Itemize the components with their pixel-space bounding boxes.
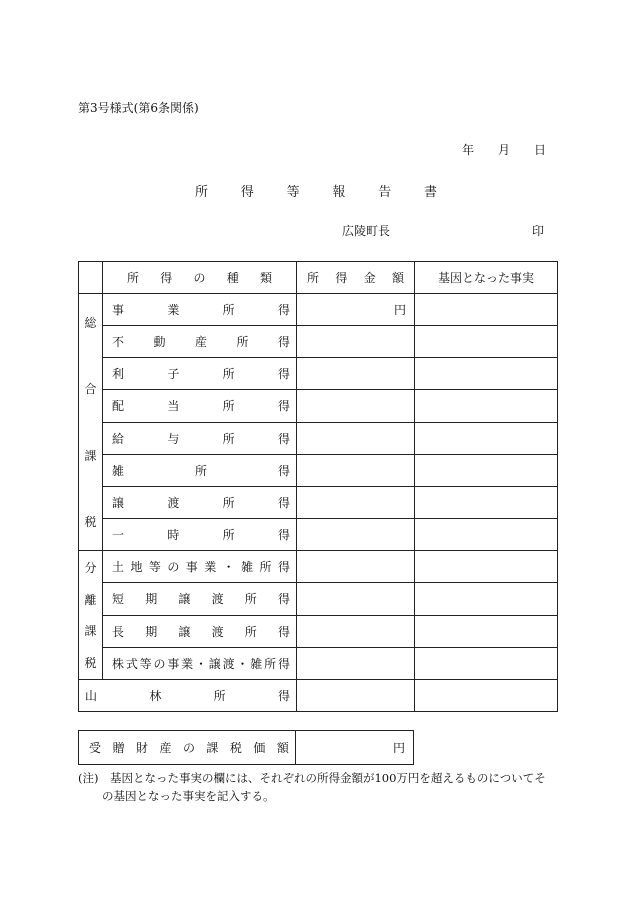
- label-char: 利: [112, 367, 125, 382]
- date-day: 日: [533, 143, 546, 157]
- basis-fact-input[interactable]: [415, 326, 558, 358]
- label-char: 業: [204, 560, 217, 575]
- label-char: 受: [89, 741, 102, 755]
- label-char: 等: [139, 656, 152, 671]
- income-table-body: [79, 262, 558, 712]
- tax-category-cell: [79, 551, 103, 680]
- income-row: [79, 390, 558, 422]
- basis-fact-input[interactable]: [415, 294, 558, 326]
- label-char: ・: [236, 656, 249, 671]
- income-type-label: [103, 623, 296, 640]
- label-char: 所: [244, 592, 257, 607]
- income-type-cell: [103, 486, 297, 518]
- tax-category-char: 課: [84, 624, 97, 639]
- title-char: 等: [286, 185, 300, 200]
- label-char: 所: [244, 624, 257, 639]
- basis-fact-input[interactable]: [415, 358, 558, 390]
- income-type-label: [103, 494, 296, 511]
- income-type-cell: [103, 615, 297, 647]
- income-type-cell: [103, 454, 297, 486]
- basis-fact-input[interactable]: [415, 422, 558, 454]
- tax-category-cell: [79, 294, 103, 551]
- forest-income-label: [79, 687, 296, 704]
- header-char: 所: [127, 271, 140, 285]
- tax-category-char: 合: [84, 382, 97, 397]
- label-char: 一: [112, 527, 125, 542]
- title-char: 書: [423, 185, 437, 200]
- basis-fact-input[interactable]: [415, 680, 558, 712]
- label-char: 得: [277, 495, 290, 510]
- income-type-cell: [103, 583, 297, 615]
- label-char: 事: [167, 656, 180, 671]
- income-amount-input[interactable]: [297, 486, 415, 518]
- income-amount-input[interactable]: [297, 518, 415, 550]
- header-basis-fact: 基因となった事実: [415, 262, 558, 294]
- label-char: 得: [277, 689, 290, 703]
- label-char: 贈: [112, 741, 125, 755]
- income-type-cell: [103, 518, 297, 550]
- label-char: 得: [277, 656, 290, 671]
- label-char: 渡: [211, 592, 224, 607]
- label-char: 渡: [222, 656, 235, 671]
- income-type-cell: [103, 326, 297, 358]
- header-char: 得: [335, 271, 348, 285]
- basis-fact-input[interactable]: [415, 647, 558, 679]
- label-char: 雑: [250, 656, 263, 671]
- income-row: [79, 518, 558, 550]
- tax-category-char: 離: [84, 592, 97, 607]
- label-char: ・: [194, 656, 207, 671]
- basis-fact-input[interactable]: [415, 390, 558, 422]
- label-char: 所: [194, 463, 207, 478]
- label-char: ・: [222, 560, 235, 575]
- basis-fact-input[interactable]: [415, 518, 558, 550]
- label-char: 雑: [112, 463, 125, 478]
- tax-category-char: 課: [84, 448, 97, 463]
- document-title: [195, 181, 437, 200]
- label-char: 子: [167, 367, 180, 382]
- income-row: [79, 647, 558, 679]
- label-char: 渡: [211, 624, 224, 639]
- label-char: 式: [125, 656, 138, 671]
- label-char: の: [182, 741, 195, 755]
- income-type-cell: [103, 551, 297, 583]
- income-type-cell: [103, 647, 297, 679]
- footnote-line: の基因となった事実を記入する。: [102, 789, 275, 803]
- income-amount-input[interactable]: [297, 326, 415, 358]
- income-row: [79, 326, 558, 358]
- income-type-cell: [103, 358, 297, 390]
- label-char: 得: [277, 335, 290, 350]
- income-type-label: [103, 558, 296, 575]
- income-type-label: [103, 333, 296, 350]
- tax-category-label: [79, 294, 102, 550]
- label-char: 業: [167, 303, 180, 318]
- title-char: 告: [378, 185, 392, 200]
- gift-row: [79, 731, 414, 765]
- tax-category-char: 税: [84, 514, 97, 529]
- income-type-label: [103, 590, 296, 607]
- label-char: 得: [277, 527, 290, 542]
- forest-income-cell: [79, 680, 297, 712]
- income-amount-input[interactable]: [297, 422, 415, 454]
- date-year: 年: [462, 143, 475, 157]
- label-char: 不: [112, 335, 125, 350]
- income-type-label: [103, 655, 296, 672]
- basis-fact-input[interactable]: [415, 615, 558, 647]
- label-char: 雑: [241, 560, 254, 575]
- title-char: 得: [240, 185, 254, 200]
- label-char: 得: [277, 367, 290, 382]
- income-amount-input[interactable]: [297, 615, 415, 647]
- label-char: 所: [222, 367, 235, 382]
- label-char: 地: [130, 560, 143, 575]
- seal-mark: 印: [532, 224, 545, 238]
- label-char: 事: [185, 560, 198, 575]
- label-char: 事: [112, 303, 125, 318]
- basis-fact-input[interactable]: [415, 551, 558, 583]
- header-char: 種: [226, 271, 239, 285]
- income-type-label: [103, 301, 296, 318]
- header-char: 得: [160, 271, 173, 285]
- title-char: 所: [195, 185, 209, 200]
- income-type-label: [103, 430, 296, 447]
- label-char: 所: [222, 303, 235, 318]
- income-amount-input[interactable]: [297, 583, 415, 615]
- label-char: の: [153, 656, 166, 671]
- income-amount-input[interactable]: [297, 294, 415, 326]
- label-char: 期: [145, 592, 158, 607]
- basis-fact-input[interactable]: [415, 486, 558, 518]
- label-char: 動: [153, 335, 166, 350]
- income-row: [79, 583, 558, 615]
- label-char: 与: [167, 431, 180, 446]
- header-char: 所: [307, 271, 320, 285]
- label-char: 得: [277, 624, 290, 639]
- label-char: 渡: [167, 495, 180, 510]
- header-char: 額: [391, 271, 404, 285]
- income-type-label: [103, 462, 296, 479]
- date-month: 月: [497, 143, 510, 157]
- label-char: 得: [277, 463, 290, 478]
- label-char: 得: [277, 560, 290, 575]
- basis-fact-input[interactable]: [415, 583, 558, 615]
- label-char: 長: [112, 624, 125, 639]
- label-char: 業: [181, 656, 194, 671]
- income-type-cell: [103, 294, 297, 326]
- label-char: 時: [167, 527, 180, 542]
- income-type-cell: [103, 390, 297, 422]
- label-char: 山: [85, 689, 98, 703]
- income-row: [79, 294, 558, 326]
- label-char: 譲: [178, 592, 191, 607]
- label-char: 給: [112, 431, 125, 446]
- income-amount-input[interactable]: [297, 647, 415, 679]
- income-type-label: [103, 526, 296, 543]
- income-row: [79, 422, 558, 454]
- label-char: 所: [222, 399, 235, 414]
- label-char: 配: [112, 399, 125, 414]
- date-line: [462, 141, 546, 158]
- label-char: 期: [145, 624, 158, 639]
- label-char: 得: [277, 303, 290, 318]
- header-income-amount: [297, 262, 415, 294]
- label-char: 等: [148, 560, 161, 575]
- label-char: 林: [149, 689, 162, 703]
- label-char: 当: [167, 399, 180, 414]
- label-char: 財: [135, 741, 148, 755]
- income-amount-input[interactable]: [297, 680, 415, 712]
- addressee: 広陵町長: [342, 224, 391, 238]
- label-char: 所: [222, 431, 235, 446]
- form-number: 第3号様式(第6条関係): [78, 101, 199, 115]
- label-char: 産: [194, 335, 207, 350]
- label-char: 所: [236, 335, 249, 350]
- gift-table: [78, 730, 414, 765]
- yen-unit: 円: [392, 741, 405, 755]
- label-char: 産: [159, 741, 172, 755]
- label-char: 得: [277, 431, 290, 446]
- label-char: 課: [206, 741, 219, 755]
- gift-amount-input[interactable]: [296, 731, 414, 765]
- income-type-label: [103, 365, 296, 382]
- tax-category-char: 税: [84, 655, 97, 670]
- label-char: 額: [276, 741, 289, 755]
- label-char: 得: [277, 399, 290, 414]
- label-char: 譲: [208, 656, 221, 671]
- label-char: の: [167, 560, 180, 575]
- label-char: 所: [264, 656, 277, 671]
- income-type-label: [103, 397, 296, 414]
- header-spacer-cell: [79, 262, 103, 294]
- yen-unit: 円: [393, 303, 406, 318]
- title-char: 報: [332, 185, 346, 200]
- label-char: 短: [112, 592, 125, 607]
- label-char: 税: [229, 741, 242, 755]
- label-char: 譲: [112, 495, 125, 510]
- income-type-cell: [103, 422, 297, 454]
- label-char: 得: [277, 592, 290, 607]
- label-char: 所: [213, 689, 226, 703]
- basis-fact-input[interactable]: [415, 454, 558, 486]
- tax-category-label: [79, 551, 102, 679]
- income-amount-input[interactable]: [297, 358, 415, 390]
- header-char: 類: [259, 271, 272, 285]
- label-char: 価: [253, 741, 266, 755]
- income-amount-input[interactable]: [297, 551, 415, 583]
- income-amount-input[interactable]: [297, 454, 415, 486]
- label-char: 土: [112, 560, 125, 575]
- income-row: [79, 358, 558, 390]
- tax-category-char: 分: [84, 561, 97, 575]
- gift-label-cell: [79, 731, 296, 765]
- footnote: [78, 769, 558, 805]
- label-char: 所: [222, 495, 235, 510]
- label-char: 譲: [178, 624, 191, 639]
- header-char: 金: [363, 271, 376, 285]
- income-row: [79, 551, 558, 583]
- income-table: [78, 261, 558, 712]
- income-row: [79, 486, 558, 518]
- header-char: の: [193, 271, 206, 285]
- income-row: [79, 615, 558, 647]
- header-row: [79, 262, 558, 294]
- label-char: 株: [112, 656, 125, 671]
- label-char: 所: [259, 560, 272, 575]
- header-income-type: [103, 262, 297, 294]
- tax-category-char: 総: [84, 316, 97, 330]
- income-row: [79, 454, 558, 486]
- label-char: 所: [222, 527, 235, 542]
- footnote-line: (注) 基因となった事実の欄には、それぞれの所得金額が100万円を超えるものについてそ: [78, 771, 546, 785]
- income-row-forest: [79, 680, 558, 712]
- income-amount-input[interactable]: [297, 390, 415, 422]
